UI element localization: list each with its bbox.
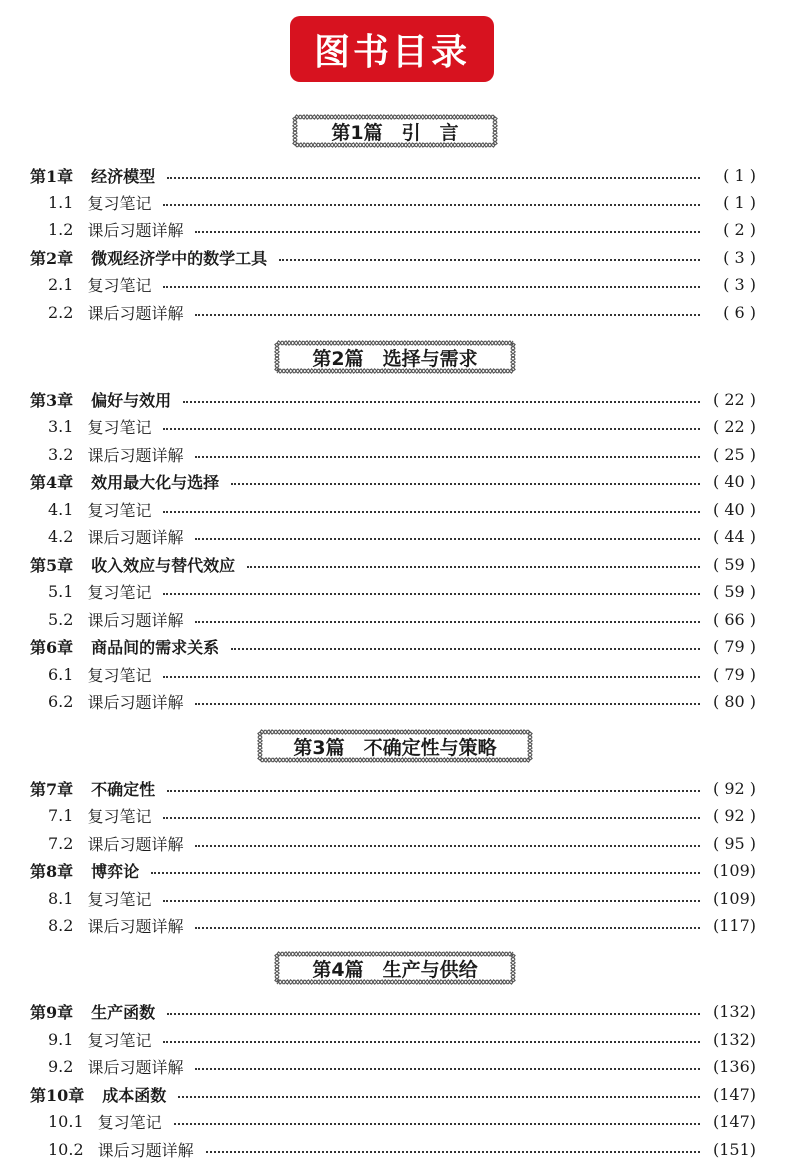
toc-section-row[interactable] [48, 606, 756, 632]
section-number: 10.1 [48, 1111, 84, 1131]
section-number: 3.1 [48, 416, 74, 436]
dot-leader [195, 456, 700, 458]
section-title: 课后习题详解 [87, 220, 184, 240]
toc-section-row[interactable] [48, 830, 756, 856]
part-header-1 [290, 112, 500, 150]
dot-leader [195, 927, 700, 929]
section-number: 7.2 [48, 833, 74, 853]
chapter-number: 第1章 [30, 166, 74, 186]
section-number: 2.2 [48, 302, 74, 322]
toc-section-row[interactable] [48, 1053, 756, 1079]
page-number: (147) [712, 1084, 756, 1104]
chapter-title: 偏好与效用 [91, 390, 172, 410]
section-title: 课后习题详解 [87, 1057, 184, 1077]
page-title-banner [290, 16, 494, 82]
dot-leader [247, 566, 700, 568]
toc-section-row[interactable] [48, 1136, 756, 1162]
page-number: (151) [712, 1139, 756, 1159]
dot-leader [163, 676, 700, 678]
section-title: 复习笔记 [87, 889, 152, 909]
toc-chapter-row[interactable] [30, 998, 756, 1024]
dot-leader [167, 1013, 700, 1015]
dot-leader [163, 1041, 700, 1043]
section-number: 1.2 [48, 219, 74, 239]
chapter-number: 第6章 [30, 637, 74, 657]
part-title: 第4篇 生产与供给 [312, 958, 478, 981]
page-number: (132) [712, 1029, 756, 1049]
toc-chapter-row[interactable] [30, 1081, 756, 1107]
chapter-title: 收入效应与替代效应 [91, 555, 236, 575]
toc-chapter-row[interactable] [30, 244, 756, 270]
part-title: 第1篇 引 言 [331, 121, 459, 144]
dot-leader [163, 204, 700, 206]
toc-section-row[interactable] [48, 578, 756, 604]
chapter-title: 效用最大化与选择 [91, 472, 220, 492]
section-number: 6.2 [48, 691, 74, 711]
section-number: 5.2 [48, 609, 74, 629]
section-title: 课后习题详解 [87, 834, 184, 854]
page-number: ( 3 ) [723, 274, 756, 294]
toc-section-row[interactable] [48, 688, 756, 714]
chapter-title: 微观经济学中的数学工具 [91, 248, 268, 268]
section-title: 课后习题详解 [87, 303, 184, 323]
chapter-title: 商品间的需求关系 [91, 637, 220, 657]
section-number: 10.2 [48, 1139, 84, 1159]
toc-section-row[interactable] [48, 802, 756, 828]
dot-leader [163, 817, 700, 819]
dot-leader [174, 1123, 700, 1125]
toc-section-row[interactable] [48, 912, 756, 938]
dot-leader [195, 845, 700, 847]
page-number: ( 44 ) [712, 526, 756, 546]
section-title: 课后习题详解 [97, 1140, 194, 1160]
toc-section-row[interactable] [48, 441, 756, 467]
section-number: 2.1 [48, 274, 74, 294]
section-number: 3.2 [48, 444, 74, 464]
dot-leader [163, 900, 700, 902]
dot-leader [195, 231, 700, 233]
section-title: 复习笔记 [97, 1112, 162, 1132]
page-title: 图书目录 [313, 31, 470, 73]
chapter-number: 第5章 [30, 555, 74, 575]
part-header-3 [255, 727, 535, 765]
section-number: 4.1 [48, 499, 74, 519]
dot-leader [195, 703, 700, 705]
toc-chapter-row[interactable] [30, 551, 756, 577]
part-header-2 [272, 338, 518, 376]
page-number: ( 6 ) [723, 302, 756, 322]
page-number: ( 25 ) [712, 444, 756, 464]
chapter-number: 第8章 [30, 861, 74, 881]
dot-leader [163, 511, 700, 513]
section-number: 9.1 [48, 1029, 74, 1049]
toc-chapter-row[interactable] [30, 162, 756, 188]
section-number: 5.1 [48, 581, 74, 601]
chapter-number: 第4章 [30, 472, 74, 492]
toc-chapter-row[interactable] [30, 857, 756, 883]
section-title: 复习笔记 [87, 1030, 152, 1050]
section-number: 9.2 [48, 1056, 74, 1076]
page-number: (147) [712, 1111, 756, 1131]
page-number: ( 1 ) [723, 192, 756, 212]
toc-section-row[interactable] [48, 189, 756, 215]
part-header-4 [272, 949, 518, 987]
page-number: ( 40 ) [712, 499, 756, 519]
dot-leader [279, 259, 700, 261]
section-title: 复习笔记 [87, 193, 152, 213]
page-number: ( 40 ) [712, 471, 756, 491]
section-title: 课后习题详解 [87, 527, 184, 547]
dot-leader [231, 648, 700, 650]
section-title: 复习笔记 [87, 582, 152, 602]
page-number: ( 79 ) [712, 636, 756, 656]
part-title: 第2篇 选择与需求 [312, 347, 478, 370]
toc-section-row[interactable] [48, 1108, 756, 1134]
dot-leader [195, 621, 700, 623]
dot-leader [195, 1068, 700, 1070]
chapter-number: 第10章 [30, 1085, 85, 1105]
section-title: 复习笔记 [87, 500, 152, 520]
dot-leader [151, 872, 700, 874]
section-number: 8.2 [48, 915, 74, 935]
page-number: ( 22 ) [712, 416, 756, 436]
section-title: 课后习题详解 [87, 692, 184, 712]
toc-section-row[interactable] [48, 1026, 756, 1052]
toc-section-row[interactable] [48, 661, 756, 687]
section-title: 复习笔记 [87, 665, 152, 685]
toc-section-row[interactable] [48, 413, 756, 439]
page-number: (132) [712, 1001, 756, 1021]
dot-leader [167, 177, 700, 179]
page-number: ( 92 ) [712, 778, 756, 798]
section-title: 复习笔记 [87, 417, 152, 437]
page-number: (109) [712, 860, 756, 880]
page-number: ( 79 ) [712, 664, 756, 684]
dot-leader [231, 483, 700, 485]
section-number: 7.1 [48, 805, 74, 825]
chapter-title: 经济模型 [91, 166, 156, 186]
dot-leader [178, 1096, 700, 1098]
page-number: ( 92 ) [712, 805, 756, 825]
toc-chapter-row[interactable] [30, 468, 756, 494]
section-title: 复习笔记 [87, 806, 152, 826]
page-number: ( 66 ) [712, 609, 756, 629]
part-title: 第3篇 不确定性与策略 [293, 736, 497, 759]
page-number: ( 22 ) [712, 389, 756, 409]
dot-leader [163, 593, 700, 595]
chapter-number: 第2章 [30, 248, 74, 268]
toc-section-row[interactable] [48, 496, 756, 522]
section-title: 课后习题详解 [87, 445, 184, 465]
page-number: ( 1 ) [723, 165, 756, 185]
dot-leader [167, 790, 700, 792]
toc-section-row[interactable] [48, 299, 756, 325]
page-number: ( 80 ) [712, 691, 756, 711]
page-number: (117) [712, 915, 756, 935]
toc-section-row[interactable] [48, 523, 756, 549]
section-title: 课后习题详解 [87, 916, 184, 936]
toc-chapter-row[interactable] [30, 775, 756, 801]
page-number: ( 59 ) [712, 554, 756, 574]
page-number: (109) [712, 888, 756, 908]
page-number: ( 2 ) [723, 219, 756, 239]
page-number: (136) [712, 1056, 756, 1076]
toc-section-row[interactable] [48, 271, 756, 297]
section-number: 8.1 [48, 888, 74, 908]
dot-leader [163, 428, 700, 430]
chapter-title: 生产函数 [91, 1002, 156, 1022]
section-title: 课后习题详解 [87, 610, 184, 630]
toc-chapter-row[interactable] [30, 386, 756, 412]
page-number: ( 3 ) [723, 247, 756, 267]
section-number: 1.1 [48, 192, 74, 212]
dot-leader [183, 401, 700, 403]
chapter-number: 第9章 [30, 1002, 74, 1022]
chapter-title: 不确定性 [91, 779, 156, 799]
chapter-title: 博弈论 [91, 861, 140, 881]
dot-leader [195, 538, 700, 540]
toc-section-row[interactable] [48, 216, 756, 242]
chapter-number: 第7章 [30, 779, 74, 799]
section-number: 4.2 [48, 526, 74, 546]
section-title: 复习笔记 [87, 275, 152, 295]
dot-leader [163, 286, 700, 288]
page-number: ( 59 ) [712, 581, 756, 601]
toc-section-row[interactable] [48, 885, 756, 911]
page-number: ( 95 ) [712, 833, 756, 853]
toc-chapter-row[interactable] [30, 633, 756, 659]
dot-leader [195, 314, 700, 316]
chapter-number: 第3章 [30, 390, 74, 410]
chapter-title: 成本函数 [102, 1085, 167, 1105]
section-number: 6.1 [48, 664, 74, 684]
dot-leader [206, 1151, 700, 1153]
